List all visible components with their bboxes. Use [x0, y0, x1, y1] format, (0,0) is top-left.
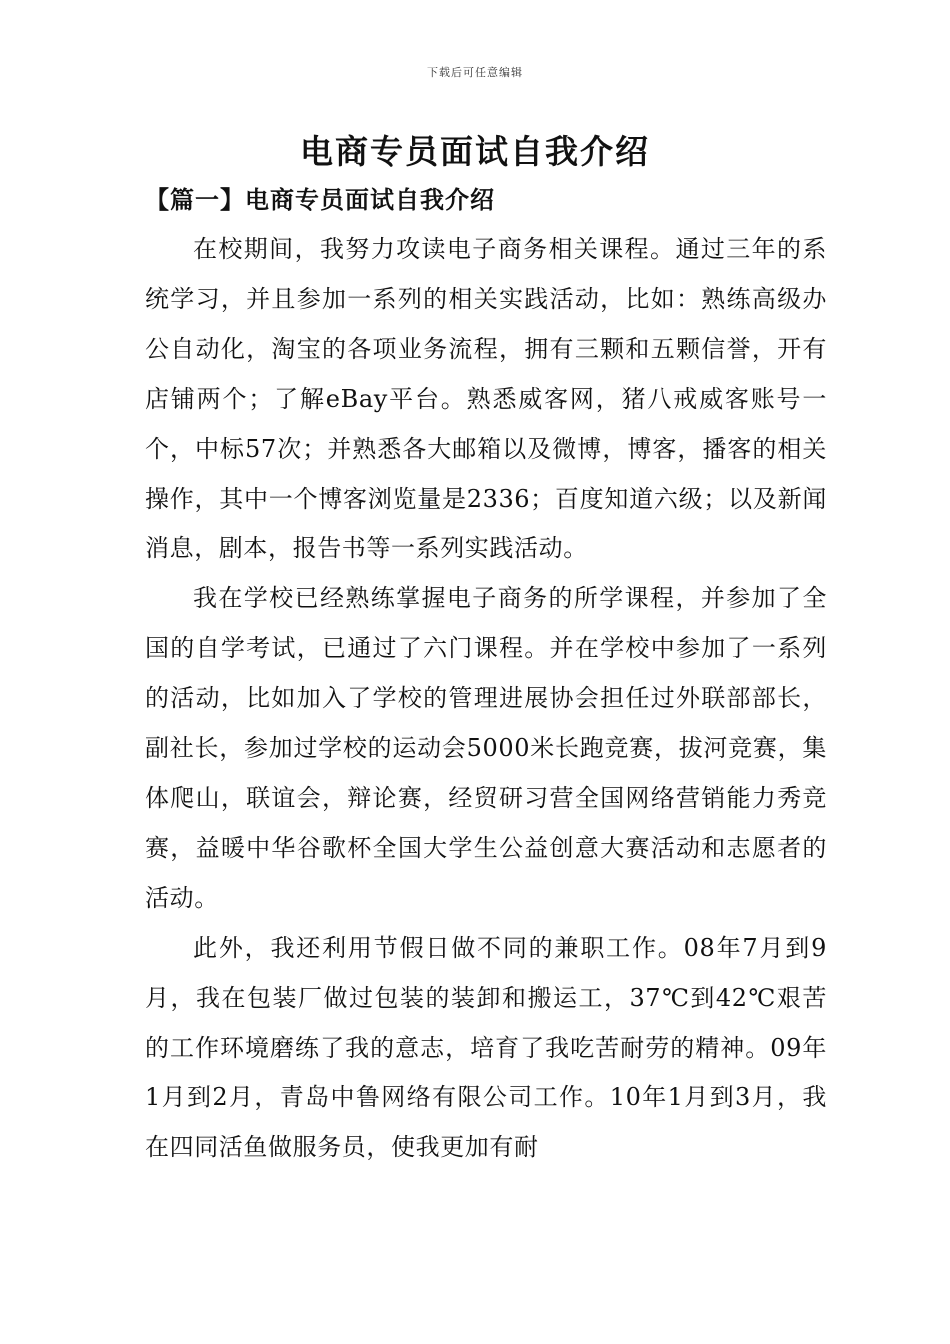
document-title: 电商专员面试自我介绍: [300, 132, 650, 171]
paragraph: 在校期间，我努力攻读电子商务相关课程。通过三年的系统学习，并且参加一系列的相关实践活动，比如：熟练高级办公自动化，淘宝的各项业务流程，拥有三颗和五颗信誉，开有店铺两个；了解eBay平台。熟悉威客网，猪八戒威客账号一个，中标57次；并熟悉各大邮箱以及微博，博客，播客的相关操作，其中一个博客浏览量是2336；百度知道六级；以及新闻消息，剧本，报告书等一系列实践活动。: [145, 235, 827, 563]
section-heading: 【篇一】电商专员面试自我介绍: [145, 185, 495, 214]
paragraph: 我在学校已经熟练掌握电子商务的所学课程，并参加了全国的自学考试，已通过了六门课程。并在学校中参加了一系列的活动，比如加入了学校的管理进展协会担任过外联部部长，副社长，参加过学校的运动会5000米长跑竞赛，拔河竞赛，集体爬山，联谊会，辩论赛，经贸研习营全国网络营销能力秀竞赛，益暖中华谷歌杯全国大学生公益创意大赛活动和志愿者的活动。: [145, 584, 827, 912]
header-note: 下载后可任意编辑: [427, 66, 523, 79]
paragraph: 此外，我还利用节假日做不同的兼职工作。08年7月到9月，我在包装厂做过包装的装卸和搬运工，37℃到42℃艰苦的工作环境磨练了我的意志，培育了我吃苦耐劳的精神。09年1月到2月，青岛中鲁网络有限公司工作。10年1月到3月，我在四同活鱼做服务员，使我更加有耐: [145, 933, 827, 1162]
body-text: [145, 225, 827, 1173]
